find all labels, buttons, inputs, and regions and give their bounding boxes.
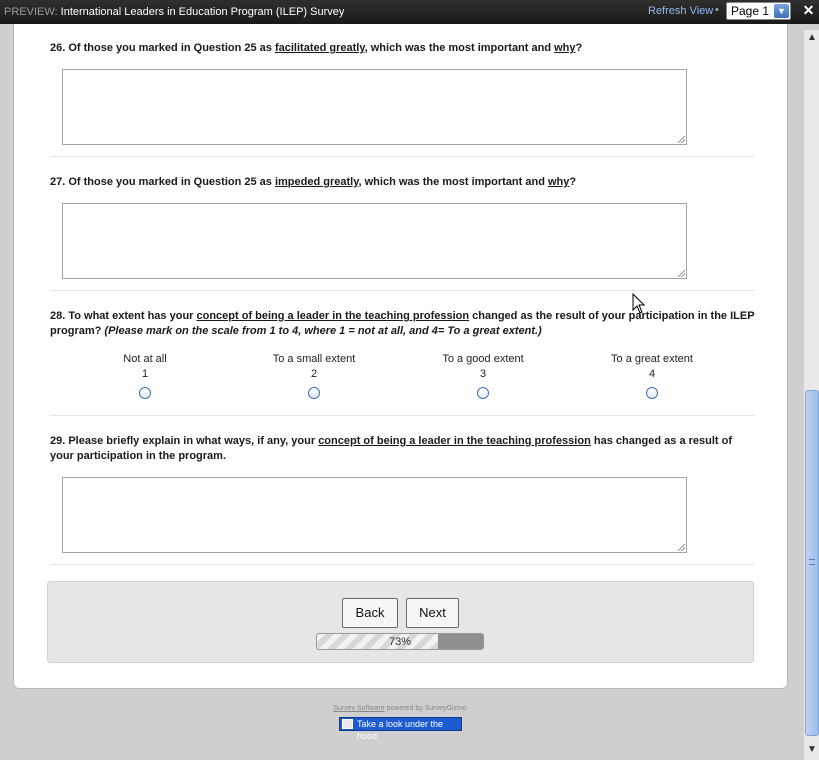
scrollbar-thumb[interactable]	[805, 390, 819, 736]
scale-label-3: To a good extent	[442, 353, 524, 365]
under-the-hood-label: Take a look under the hood	[357, 719, 444, 741]
question-26-why: why	[554, 42, 576, 54]
question-28-text: 28. To what extent has your	[50, 310, 197, 322]
question-27-end: ?	[569, 176, 577, 188]
under-the-hood-button[interactable]	[339, 717, 462, 741]
question-26-end: ?	[575, 42, 583, 54]
question-29-textarea[interactable]	[62, 477, 687, 553]
question-28-instructions: (Please mark on the scale from 1 to 4, where 1 = not at all, and 4= To a great extent.)	[104, 325, 542, 337]
question-26-text: 26. Of those you marked in Question 25 as	[50, 42, 275, 54]
question-28	[50, 309, 755, 339]
question-28-emphasis: concept of being a leader in the teaching profession	[196, 310, 470, 322]
powered-by-text: powered by SurveyGizmo	[384, 705, 467, 712]
next-button[interactable]: Next	[406, 598, 459, 628]
scale-radio-1[interactable]	[139, 387, 151, 399]
mouse-cursor-icon	[632, 293, 646, 315]
question-27-text: 27. Of those you marked in Question 25 as	[50, 176, 275, 188]
scale-radio-4[interactable]	[646, 387, 658, 399]
divider	[50, 156, 755, 157]
scale-number-2: 2	[310, 368, 318, 380]
scale-radio-3[interactable]	[477, 387, 489, 399]
progress-bar	[316, 633, 484, 650]
powered-by	[330, 705, 470, 712]
scroll-up-icon[interactable]: ▲	[807, 32, 817, 43]
progress-label: 73%	[388, 636, 412, 648]
chevron-down-icon: ▼	[774, 4, 789, 18]
question-26	[50, 41, 755, 56]
preview-toolbar	[0, 0, 819, 24]
page-select[interactable]	[726, 2, 791, 20]
question-26-emphasis: facilitated greatly	[274, 42, 365, 54]
question-26-text-2: , which was the most important and	[364, 42, 555, 54]
divider	[50, 564, 755, 565]
question-27-textarea[interactable]	[62, 203, 687, 279]
survey-software-link[interactable]: Survey Software	[333, 705, 385, 712]
page-select-value: Page 1	[731, 4, 770, 18]
close-icon[interactable]: ✕	[802, 2, 815, 18]
preview-prefix: PREVIEW:	[4, 6, 58, 18]
scroll-down-icon[interactable]: ▼	[807, 744, 817, 755]
question-28-text-2: changed as the result of your participation in the ILEP program?	[50, 310, 755, 337]
preview-title	[4, 6, 344, 18]
divider	[50, 415, 755, 416]
question-29-text: 29. Please briefly explain in what ways, if any, your	[50, 435, 319, 447]
scale-radio-2[interactable]	[308, 387, 320, 399]
question-27-why: why	[547, 176, 570, 188]
vertical-scrollbar[interactable]	[803, 30, 819, 760]
toolbar-separator: •	[715, 4, 719, 16]
question-27-text-2: , which was the most important and	[358, 176, 548, 188]
refresh-view-link[interactable]: Refresh View	[648, 5, 714, 17]
question-29-emphasis: concept of being a leader in the teaching profession	[318, 435, 591, 447]
scale-label-1: Not at all	[123, 353, 167, 365]
scale-number-1: 1	[141, 368, 149, 380]
divider	[50, 290, 755, 291]
question-29	[50, 434, 755, 464]
window-icon	[342, 719, 353, 729]
survey-title: International Leaders in Education Program (ILEP) Survey	[60, 6, 345, 18]
back-button[interactable]: Back	[342, 598, 398, 628]
question-26-textarea[interactable]	[62, 69, 687, 145]
grip-icon	[809, 559, 815, 565]
navigation-area	[47, 581, 754, 663]
scale-number-3: 3	[479, 368, 487, 380]
question-29-text-2: has changed as a result of your participation in the program.	[50, 435, 733, 462]
scale-number-4: 4	[648, 368, 656, 380]
question-27	[50, 175, 755, 190]
scale-label-2: To a small extent	[272, 353, 356, 365]
scale-label-4: To a great extent	[611, 353, 693, 365]
question-27-emphasis: impeded greatly	[274, 176, 359, 188]
